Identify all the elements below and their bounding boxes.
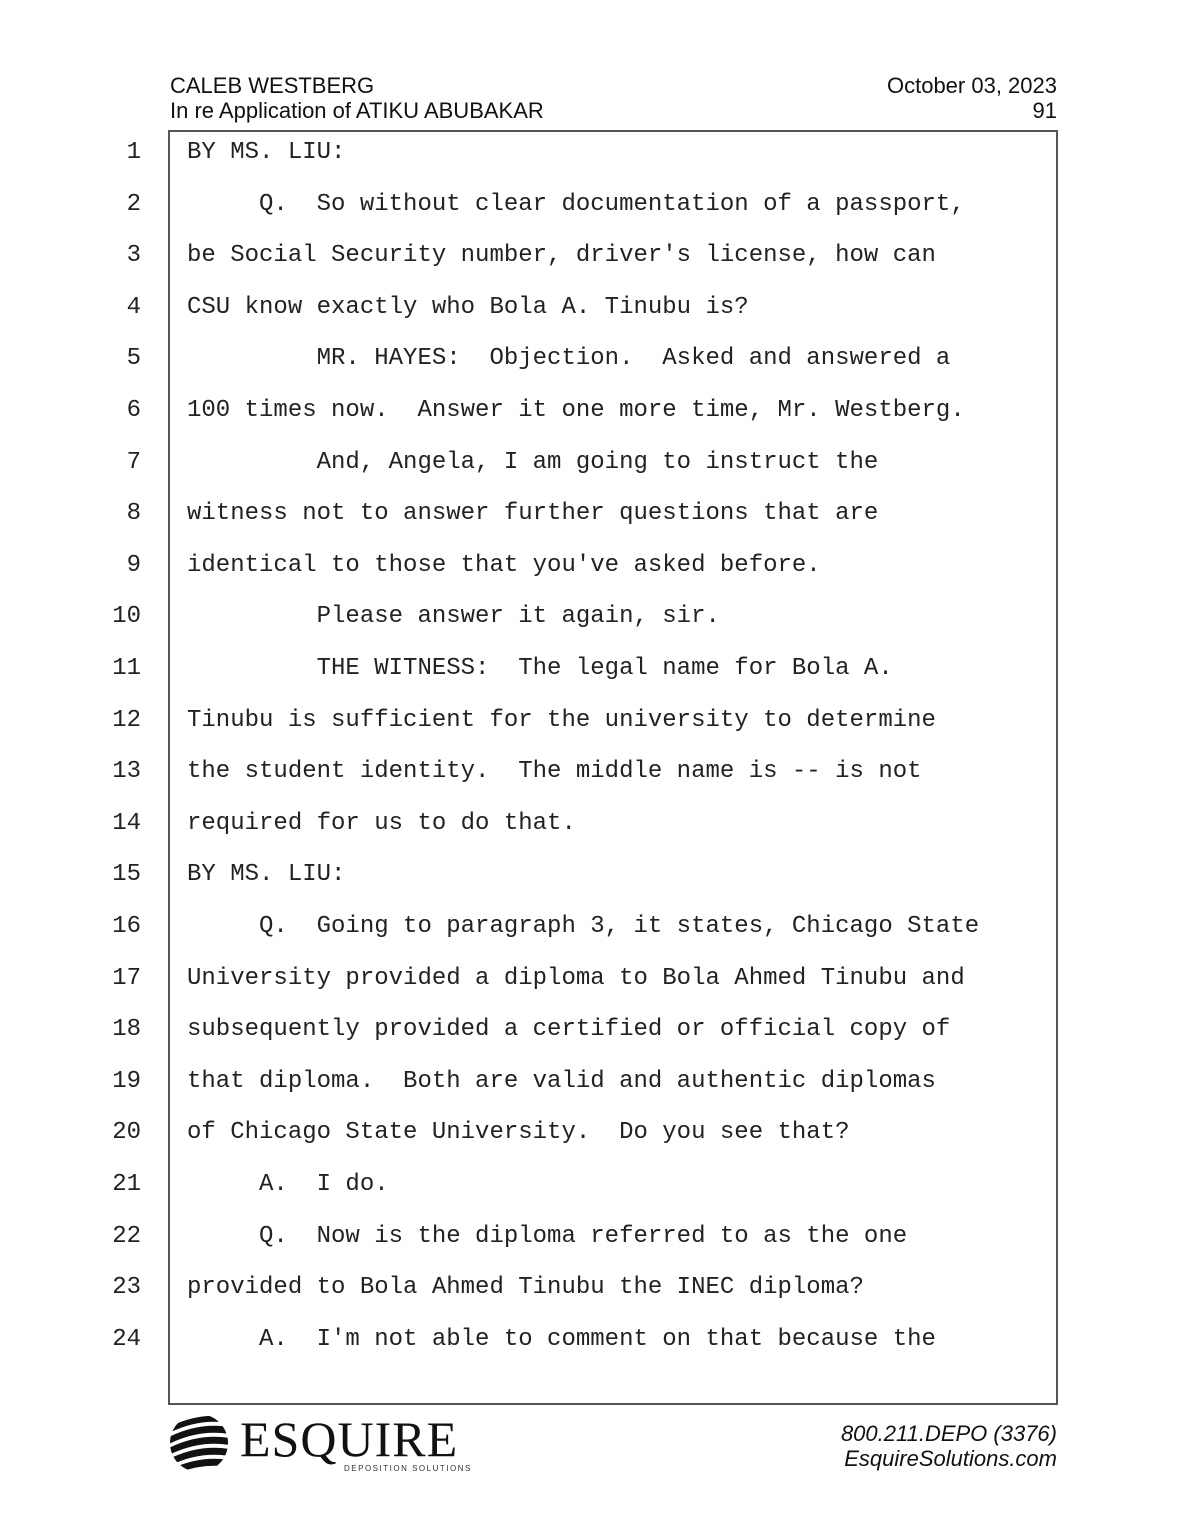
transcript-line bbox=[0, 860, 1187, 890]
transcript-line bbox=[0, 551, 1187, 581]
line-text: provided to Bola Ahmed Tinubu the INEC diploma? bbox=[187, 1274, 864, 1302]
witness-name: CALEB WESTBERG bbox=[170, 73, 375, 98]
phone-number: 800.211.DEPO (3376) bbox=[840, 1421, 1057, 1446]
line-number: 18 bbox=[112, 1016, 141, 1044]
transcript-line bbox=[0, 241, 1187, 271]
line-text: of Chicago State University. Do you see that? bbox=[187, 1119, 850, 1147]
page-header-right bbox=[887, 73, 1057, 123]
line-text: Q. Now is the diploma referred to as the one bbox=[187, 1222, 908, 1250]
line-number: 4 bbox=[126, 293, 141, 321]
transcript-line bbox=[0, 448, 1187, 478]
transcript-line bbox=[0, 654, 1187, 684]
line-number: 23 bbox=[112, 1274, 141, 1302]
transcript-line bbox=[0, 1273, 1187, 1303]
line-number: 6 bbox=[126, 397, 141, 424]
transcript-line bbox=[0, 293, 1187, 323]
line-number: 2 bbox=[126, 190, 141, 218]
transcript-line bbox=[0, 706, 1187, 736]
transcript-line bbox=[0, 912, 1187, 942]
line-number: 22 bbox=[112, 1222, 141, 1250]
logo-wordmark: ESQUIRE bbox=[240, 1411, 459, 1467]
transcript-line bbox=[0, 138, 1187, 168]
line-number: 3 bbox=[126, 242, 141, 270]
transcript-line bbox=[0, 1325, 1187, 1355]
transcript-line bbox=[0, 1067, 1187, 1097]
footer-contact bbox=[841, 1421, 1057, 1471]
line-text: THE WITNESS: The legal name for Bola A. bbox=[187, 655, 893, 682]
esquire-logo bbox=[168, 1410, 488, 1474]
line-text: Tinubu is sufficient for the university to determine bbox=[187, 706, 936, 734]
website: EsquireSolutions.com bbox=[844, 1446, 1057, 1471]
line-number: 10 bbox=[112, 603, 141, 631]
line-number: 21 bbox=[112, 1171, 141, 1198]
line-number: 5 bbox=[126, 345, 141, 373]
line-text: BY MS. LIU: bbox=[187, 861, 346, 889]
line-number: 7 bbox=[126, 448, 141, 476]
line-text: 100 times now. Answer it one more time, Mr. Westberg. bbox=[187, 397, 965, 424]
logo-tagline: DEPOSITION SOLUTIONS bbox=[344, 1464, 472, 1473]
line-text: A. I'm not able to comment on that because the bbox=[187, 1325, 936, 1353]
line-number: 19 bbox=[112, 1067, 141, 1095]
line-number: 9 bbox=[126, 551, 141, 579]
transcript-line bbox=[0, 602, 1187, 632]
line-text: University provided a diploma to Bola Ahmed Tinubu and bbox=[187, 964, 965, 992]
transcript-line bbox=[0, 344, 1187, 374]
transcript-line bbox=[0, 964, 1187, 994]
line-text: BY MS. LIU: bbox=[187, 139, 346, 166]
transcript-line bbox=[0, 1015, 1187, 1045]
transcript-line bbox=[0, 190, 1187, 220]
line-text: subsequently provided a certified or official copy of bbox=[187, 1016, 951, 1044]
page-number: 91 bbox=[1032, 98, 1057, 123]
line-number: 16 bbox=[112, 913, 141, 940]
transcript-line bbox=[0, 499, 1187, 529]
line-number: 14 bbox=[112, 809, 141, 837]
line-text: CSU know exactly who Bola A. Tinubu is? bbox=[187, 293, 749, 321]
line-text: witness not to answer further questions that are bbox=[187, 500, 879, 528]
transcript-line bbox=[0, 396, 1187, 426]
line-text: that diploma. Both are valid and authentic diplomas bbox=[187, 1067, 936, 1095]
line-number: 24 bbox=[112, 1325, 141, 1353]
deposition-date: October 03, 2023 bbox=[886, 73, 1057, 98]
line-text: identical to those that you've asked before. bbox=[187, 551, 821, 579]
case-title: In re Application of ATIKU ABUBAKAR bbox=[170, 98, 544, 123]
transcript-line bbox=[0, 1222, 1187, 1252]
line-text: And, Angela, I am going to instruct the bbox=[187, 448, 879, 476]
line-number: 13 bbox=[112, 758, 141, 786]
line-number: 1 bbox=[126, 139, 141, 166]
line-number: 8 bbox=[126, 500, 141, 528]
line-text: the student identity. The middle name is -- is not bbox=[187, 758, 922, 786]
line-text: Q. So without clear documentation of a passport, bbox=[187, 190, 965, 218]
line-number: 17 bbox=[112, 964, 141, 992]
page-header-left bbox=[170, 73, 544, 123]
line-text: MR. HAYES: Objection. Asked and answered a bbox=[187, 345, 951, 373]
line-number: 15 bbox=[112, 861, 141, 889]
line-text: A. I do. bbox=[187, 1171, 389, 1198]
line-number: 11 bbox=[112, 655, 141, 682]
line-text: be Social Security number, driver's license, how can bbox=[187, 242, 936, 270]
transcript-line bbox=[0, 1170, 1187, 1200]
line-text: Q. Going to paragraph 3, it states, Chicago State bbox=[187, 913, 980, 940]
esquire-globe-icon bbox=[168, 1412, 230, 1474]
line-number: 20 bbox=[112, 1119, 141, 1147]
transcript-line bbox=[0, 757, 1187, 787]
transcript-line bbox=[0, 1118, 1187, 1148]
transcript-line bbox=[0, 809, 1187, 839]
line-number: 12 bbox=[112, 706, 141, 734]
line-text: required for us to do that. bbox=[187, 809, 576, 837]
line-text: Please answer it again, sir. bbox=[187, 603, 720, 631]
